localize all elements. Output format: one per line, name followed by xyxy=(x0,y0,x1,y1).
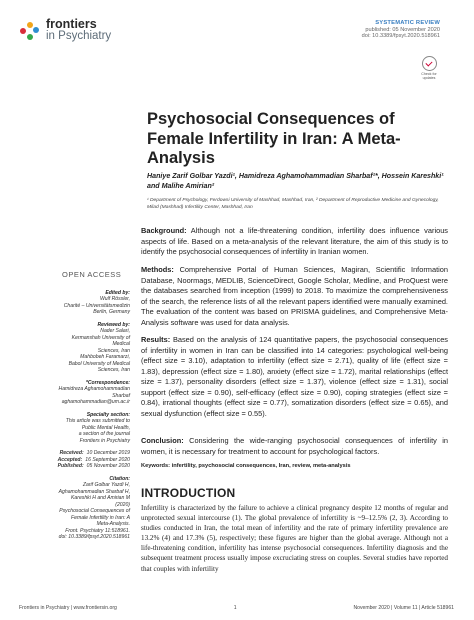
citation-line: Psychosocial Consequences of xyxy=(59,508,130,514)
page-footer xyxy=(19,605,454,611)
page-number: 1 xyxy=(233,605,237,611)
citation-line: Front. Psychiatry 11:518961. xyxy=(65,527,130,534)
section-heading: INTRODUCTION xyxy=(141,486,236,500)
correspondence-email[interactable]: aghamohammadian@um.ac.ir xyxy=(61,399,130,405)
intro-paragraph: Infertility is characterized by the failure to achieve a clinical pregnancy despite 12 months of regular and unprotected sexual intercourse (1). The global prevalence of infertility is ~9–12.5% (2, 3). According to studies conducted in Iran, the total mean of infertility and the rate of primary infertility prevalence are 13.2% (4) and 17.3% (5), respectively; these figures are higher than the global average. Although not a life-threatening condition, infertility has intense psychosocial consequences. Infertility diagnosis and the subsequent treatment process usually impose excruciating stress on couples. Several studies have reported that couples with infertility xyxy=(141,504,448,573)
author-list: Haniye Zarif Golbar Yazdi¹, Hamidreza Aghamohammadian Sharbaf¹*, Hossein Kareshki¹ and Malihe Amirian² xyxy=(147,172,444,190)
reviewer-line: Nader Salari, xyxy=(100,328,130,334)
background-text: Although not a life-threatening condition, infertility does influence various aspects of life. Based on a meta-analysis of the relevant literature, the aim of this study is to identify the psychosocial consequences of infertility in Iranian women. xyxy=(141,226,448,256)
abstract-methods xyxy=(141,265,448,328)
citation-line: Aghamohammadian Sharbaf H, xyxy=(58,488,130,495)
correspondence-line: Hamidreza Aghamohammadian xyxy=(58,386,130,392)
footer-volume: November 2020 | Volume 11 | Article 518961 xyxy=(353,605,454,611)
received-label: Received: xyxy=(59,450,84,456)
keywords: Keywords: infertility, psychosocial consequences, Iran, review, meta-analysis xyxy=(141,463,351,469)
methods-label: Methods: xyxy=(141,265,174,274)
citation-line: Female Infertility in Iran: A xyxy=(71,514,130,521)
citation-line: Meta-Analysis. xyxy=(96,521,130,527)
editor-line: Charité – Universitätsmedizin xyxy=(63,302,130,309)
citation-line: Kareshki H and Amirian M (2020) xyxy=(71,495,130,508)
open-access-label: OPEN ACCESS xyxy=(62,270,122,279)
reviewer-line: Mahbobeh Faramarzi, xyxy=(80,354,130,360)
reviewer-line: Babol University of Medical xyxy=(68,360,130,367)
publication-info xyxy=(362,20,440,40)
results-label: Results: xyxy=(141,335,171,344)
frontiers-logo-icon xyxy=(20,20,42,42)
check-updates-icon xyxy=(422,56,437,71)
citation-label: Citation: xyxy=(109,475,130,482)
results-text: Based on the analysis of 124 quantitative papers, the psychosocial consequences of infertility in women in Iran can be classified into 14 categories: psychological well-being (effect size = 3.10), adaptation to infertility (effect size = 2.71), quality of life (effect size = 1.83), depression (effect size = 1.80), anxiety (effect size = 1.72), marital relationships (effect size = 1.37), personality disorders (effect size = 1.37), violence (effect size = 1.31), social support (effect size = 0.90), self-efficacy (effect size = 0.90), coping strategies (effect size = 0.84), irrational thoughts (effect size = 0.77), somatization disorders (effect size = 0.65), and sexual dysfunction (effect size = 0.55). xyxy=(141,335,448,418)
check-updates-label: Check for updates xyxy=(421,72,437,80)
background-label: Background: xyxy=(141,226,187,235)
affiliations: ¹ Department of Psychology, Ferdowsi University of Mashhad, Mashhad, Iran, ² Department of Reproductive Medicine and Gynecology, Milad (Mashhad) Infertility Center, Mashhad, Iran xyxy=(147,198,439,211)
published-label: Published: xyxy=(57,463,84,469)
published-date: published: 05 November 2020 xyxy=(365,26,440,33)
published-date: 05 November 2020 xyxy=(86,463,130,469)
article-sidebar xyxy=(55,272,130,541)
received-date: 10 December 2019 xyxy=(86,450,130,456)
specialty-line: Public Mental Health, xyxy=(81,424,130,431)
edited-by-label: Edited by: xyxy=(105,289,130,296)
correspondence-label: *Correspondence: xyxy=(85,379,130,386)
article-type: SYSTEMATIC REVIEW xyxy=(375,20,440,26)
journal-section: in Psychiatry xyxy=(46,30,112,42)
accepted-label: Accepted: xyxy=(57,456,83,463)
abstract-background xyxy=(141,226,448,258)
reviewed-by-label: Reviewed by: xyxy=(97,321,130,328)
check-updates-button[interactable] xyxy=(418,56,440,80)
specialty-line: Frontiers in Psychiatry xyxy=(79,437,130,444)
doi: doi: 10.3389/fpsyt.2020.518961 xyxy=(361,33,440,40)
citation-line: Zarif Golbar Yazdi H, xyxy=(82,482,130,488)
abstract-conclusion xyxy=(141,436,448,457)
specialty-line: a section of the journal xyxy=(78,431,130,437)
accepted-date: 16 September 2020 xyxy=(85,456,130,463)
editor-line: Berlin, Germany xyxy=(93,309,130,315)
correspondence-line: Sharbaf xyxy=(112,392,130,399)
abstract-results xyxy=(141,335,448,419)
conclusion-text: Considering the wide-ranging psychosocial consequences of infertility in women, it is necessary for treatment to account for psychological factors. xyxy=(141,436,448,456)
editor-line: Wulf Rössler, xyxy=(99,296,130,302)
specialty-line: This article was submitted to xyxy=(65,418,130,424)
reviewer-line: Sciences, Iran xyxy=(97,367,130,373)
published-row xyxy=(55,463,130,470)
footer-journal: Frontiers in Psychiatry | www.frontiersin.org xyxy=(19,605,117,611)
conclusion-label: Conclusion: xyxy=(141,436,184,445)
citation-line: doi: 10.3389/fpsyt.2020.518961 xyxy=(58,534,130,540)
journal-logo xyxy=(20,18,111,43)
article-title: Psychosocial Consequences of Female Infertility in Iran: A Meta-Analysis xyxy=(147,110,401,167)
journal-name: frontiers xyxy=(46,17,97,31)
methods-text: Comprehensive Portal of Human Sciences, Magiran, Scientific Information Database, Noormags, MEDLIB, ScienceDirect, Google Scholar, Medline, and ProQuest were the databases searched from inception (1999) to 2018. To maximize the comprehensiveness of the search, the reference lists of all the relevant papers identified were manually examined. The evaluation of the content was based on PRISMA guidelines, and Comprehensive Meta-Analysis software was used for data analysis. xyxy=(141,265,448,327)
specialty-label: Specialty section: xyxy=(86,411,130,418)
reviewer-line: Sciences, Iran xyxy=(97,347,130,354)
reviewer-line: Kermanshah University of Medical xyxy=(71,334,130,347)
